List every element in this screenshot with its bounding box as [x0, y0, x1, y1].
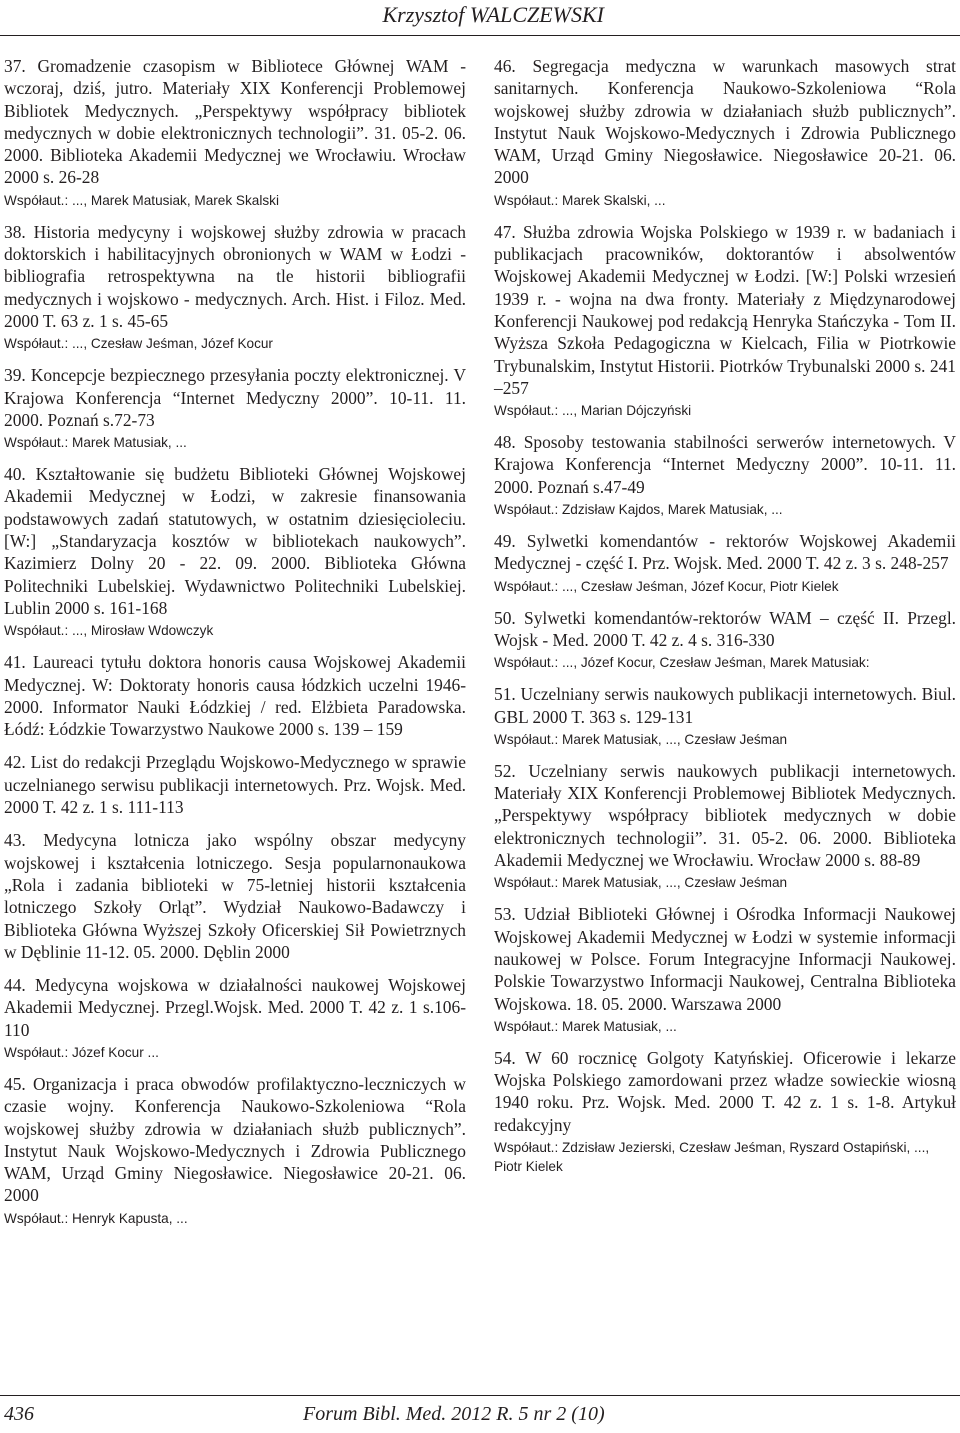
entry-text: 38. Historia medycyny i wojskowej służby zdrowia w pracach doktorskich i habilitacyjnych obronionych w WAM w Łodzi - bibliografia retrospektywna na tle historii bibliografii medycznych i wojskowo - medycznych. Arch. Hist. i Filoz. Med. 2000 T. 63 z. 1 s. 45-65	[4, 221, 466, 331]
entry-coauthors: Współaut.: ..., Czesław Jeśman, Józef Kocur	[4, 336, 273, 352]
footer-rule	[0, 1395, 960, 1396]
entry-text: 48. Sposoby testowania stabilności serwerów internetowych. V Krajowa Konferencja “Internet Medyczny 2000”. 10-11. 11. 2000. Poznań s.47-49	[494, 432, 956, 497]
bibliography-entry	[494, 1047, 956, 1176]
page-header	[0, 0, 960, 40]
bibliography-entry	[494, 607, 956, 673]
journal-citation: Forum Bibl. Med. 2012 R. 5 nr 2 (10)	[303, 1403, 605, 1425]
bibliography-entry	[4, 364, 466, 452]
bibliography-entry	[4, 974, 466, 1062]
entry-coauthors: Współaut.: ..., Mirosław Wdowczyk	[4, 623, 214, 639]
entry-text: 51. Uczelniany serwis naukowych publikacji internetowych. Biul. GBL 2000 T. 363 s. 129-131	[494, 684, 956, 727]
entry-text: 40. Kształtowanie się budżetu Biblioteki Głównej Wojskowej Akademii Medycznej w Łodzi, w zakresie finansowania podstawowych zadań statutowych, w ostatnim dziesięcioleciu. [W:] „Standaryzacja kosztów w bibliotekach naukowych”. Kazimierz Dolny 20 - 22. 09. 2000. Biblioteka Główna Politechniki Lubelskiej. Wydawnictwo Politechniki Lubelskiej. Lublin 2000 s. 161-168	[4, 464, 466, 618]
header-rule	[0, 35, 960, 36]
page-number: 436	[4, 1403, 34, 1425]
entry-coauthors: Współaut.: Józef Kocur ...	[4, 1044, 159, 1060]
entry-text: 44. Medycyna wojskowa w działalności naukowej Wojskowej Akademii Medycznej. Przegl.Wojsk. Med. 2000 T. 42 z. 1 s.106-110	[4, 975, 466, 1040]
entry-text: 39. Koncepcje bezpiecznego przesyłania poczty elektronicznej. V Krajowa Konferencja “Internet Medyczny 2000”. 10-11. 11. 2000. Poznań s.72-73	[4, 365, 466, 430]
bibliography-entry	[494, 530, 956, 596]
running-head-author: Krzysztof WALCZEWSKI	[382, 2, 604, 27]
bibliography-entry	[494, 683, 956, 749]
entry-coauthors: Współaut.: Henryk Kapusta, ...	[4, 1210, 188, 1226]
entry-coauthors: Współaut.: Zdzisław Jezierski, Czesław Jeśman, Ryszard Ostapiński, ..., Piotr Kielek	[494, 1139, 930, 1174]
entry-coauthors: Współaut.: ..., Józef Kocur, Czesław Jeśman, Marek Matusiak:	[494, 655, 870, 671]
entry-coauthors: Współaut.: Marek Matusiak, ..., Czesław Jeśman	[494, 731, 788, 747]
bibliography-entry	[4, 751, 466, 818]
entry-text: 46. Segregacja medyczna w warunkach masowych strat sanitarnych. Konferencja Naukowo-Szkoleniowa “Rola wojskowej służby zdrowia w działaniach służb publicznych”. Instytut Nauk Wojskowo-Medycznych i Zdrowia Publicznego WAM, Urząd Gminy Niegosławice. Niegosławice 20-21. 06. 2000	[494, 56, 956, 188]
entry-coauthors: Współaut.: Marek Matusiak, ...	[494, 1018, 677, 1034]
left-column	[4, 55, 466, 1239]
entry-text: 52. Uczelniany serwis naukowych publikacji internetowych. Materiały XIX Konferencji Problemowej Bibliotek Medycznych. „Perspektywy współpracy bibliotek medycznych w dobie elektronicznych technologii”. 31. 05-2. 06. 2000. Biblioteka Akademii Medycznej we Wrocławiu. Wrocław 2000 s. 88-89	[494, 760, 956, 871]
bibliography-entry	[4, 55, 466, 210]
bibliography-entry	[494, 903, 956, 1035]
bibliography-entry	[4, 1073, 466, 1228]
right-column	[494, 55, 956, 1187]
entry-coauthors: Współaut.: Marek Matusiak, ...	[4, 435, 187, 451]
entry-coauthors: Współaut.: Zdzisław Kajdos, Marek Matusiak, ...	[494, 502, 783, 518]
entry-text: 54. W 60 rocznicę Golgoty Katyńskiej. Oficerowie i lekarze Wojska Polskiego zamordowani przez władze sowieckie wiosną 1940 roku. Prz. Wojsk. Med. 2000 T. 42 z. 1 s. 1-8. Artykuł redakcyjny	[494, 1047, 956, 1135]
entry-coauthors: Współaut.: ..., Czesław Jeśman, Józef Kocur, Piotr Kielek	[494, 578, 839, 594]
entry-text: 37. Gromadzenie czasopism w Bibliotece Głównej WAM - wczoraj, dziś, jutro. Materiały XIX Konferencji Problemowej Bibliotek Medycznych. „Perspektywy współpracy bibliotek medycznych w dobie elektronicznych technologii”. 31. 05-2. 06. 2000. Biblioteka Akademii Medycznej we Wrocławiu. Wrocław 2000 s. 26-28	[4, 56, 466, 188]
entry-text: 45. Organizacja i praca obwodów profilaktyczno-leczniczych w czasie wojny. Konferencja Naukowo-Szkoleniowa “Rola wojskowej służby zdrowia w działaniach służb publicznych”. Instytut Nauk Wojskowo-Medycznych i Zdrowia Publicznego WAM, Urząd Gminy Niegosławice. Niegosławice 20-21. 06. 2000	[4, 1073, 466, 1206]
bibliography-entry	[494, 760, 956, 892]
entry-coauthors: Współaut.: ..., Marian Dójczyński	[494, 403, 692, 419]
entry-coauthors: Współaut.: ..., Marek Matusiak, Marek Skalski	[4, 192, 279, 208]
bibliography-entry	[4, 221, 466, 353]
bibliography-entry	[4, 463, 466, 640]
bibliography-entry	[4, 651, 466, 740]
entry-text: 49. Sylwetki komendantów - rektorów Wojskowej Akademii Medycznej - część I. Prz. Wojsk. Med. 2000 T. 42 z. 3 s. 248-257	[494, 531, 956, 574]
entry-coauthors: Współaut.: Marek Matusiak, ..., Czesław Jeśman	[494, 875, 788, 891]
entry-text: 43. Medycyna lotnicza jako wspólny obszar medycyny wojskowej i kształcenia lotniczego. Sesja popularnonaukowa „Rola i zadania biblioteki w 75-letniej historii kształcenia lotniczego Szkoły Orląt”. Wydział Naukowo-Badawczy i Biblioteka Główna Wyższej Szkoły Oficerskiej Sił Powietrznych w Dęblinie 11-12. 05. 2000. Dęblin 2000	[4, 830, 466, 962]
entry-text: 50. Sylwetki komendantów-rektorów WAM – część II. Przegl. Wojsk - Med. 2000 T. 42 z. 4 s. 316-330	[494, 607, 956, 650]
bibliography-entry	[4, 829, 466, 963]
bibliography-entry	[494, 55, 956, 210]
entry-text: 47. Służba zdrowia Wojska Polskiego w 1939 r. w badaniach i publikacjach pracowników, doktorantów i absolwentów Wojskowej Akademii Medycznej w Łodzi. [W:] Polski wrzesień 1939 r. - wojna na dwa fronty. Materiały z Międzynarodowej Konferencji Naukowej pod redakcją Henryka Stańczyka - Tom II. Wyższa Szkoła Pedagogiczna w Kielcach, Filia w Piotrkowie Trybunalskim, Instytut Historii. Piotrków Trybunalski 2000 s. 241 –257	[494, 221, 956, 398]
entry-text: 42. List do redakcji Przeglądu Wojskowo-Medycznego w sprawie uczelnianego serwisu publikacji internetowych. Prz. Wojsk. Med. 2000 T. 42 z. 1 s. 111-113	[4, 752, 466, 818]
entry-text: 53. Udział Biblioteki Głównej i Ośrodka Informacji Naukowej Wojskowej Akademii Medycznej w Łodzi w systemie informacji naukowej w Polsce. Forum Integracyjne Informacji Naukowej. Polskie Towarzystwo Informacji Naukowej, Centralna Biblioteka Wojskowa. 18. 05. 2000. Warszawa 2000	[494, 904, 956, 1014]
entry-text: 41. Laureaci tytułu doktora honoris causa Wojskowej Akademii Medycznej. W: Doktoraty honoris causa łódzkich uczelni 1946-2000. Informator Nauki Łódzkiej / red. Elżbieta Paradowska. Łódź: Łódzkie Towarzystwo Naukowe 2000 s. 139 – 159	[4, 652, 466, 740]
bibliography-entry	[494, 431, 956, 519]
entry-coauthors: Współaut.: Marek Skalski, ...	[494, 192, 666, 208]
bibliography-entry	[494, 221, 956, 420]
